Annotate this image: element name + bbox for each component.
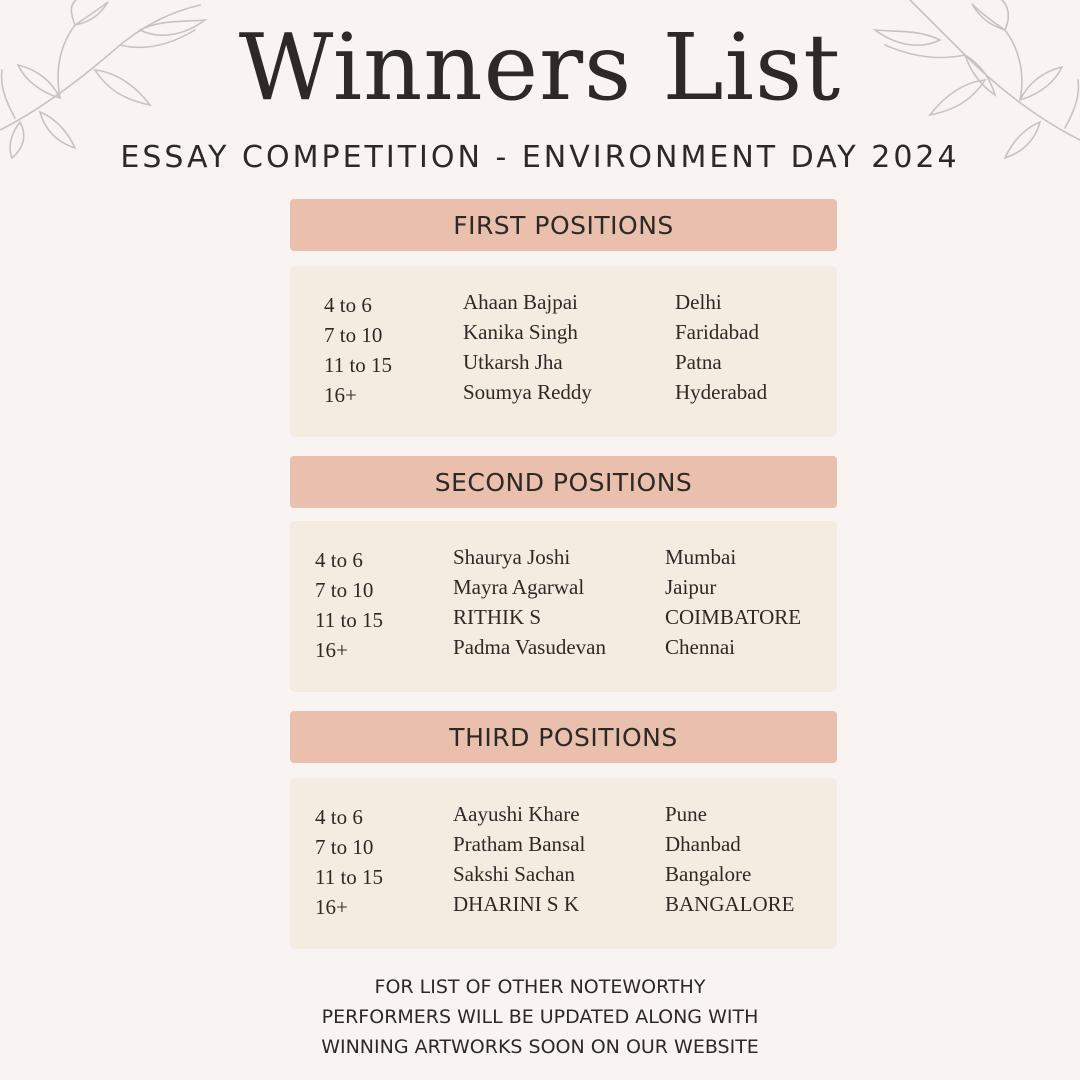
winner-city: Delhi xyxy=(675,290,722,314)
table-row xyxy=(290,862,837,892)
winner-name: Sakshi Sachan xyxy=(453,862,575,886)
footer-note xyxy=(0,972,1080,1062)
age-group: 16+ xyxy=(315,638,348,662)
table-row xyxy=(290,350,837,380)
table-row xyxy=(290,802,837,832)
winner-name: Ahaan Bajpai xyxy=(463,290,578,314)
winner-city: Hyderabad xyxy=(675,380,768,404)
footer-line: FOR LIST OF OTHER NOTEWORTHY xyxy=(374,976,706,998)
footer-line: PERFORMERS WILL BE UPDATED ALONG WITH xyxy=(321,1006,759,1028)
third-positions-panel xyxy=(290,778,837,949)
table-row xyxy=(290,545,837,575)
page-title: Winners List xyxy=(238,14,842,121)
winner-name: Kanika Singh xyxy=(463,320,578,344)
third-positions-header: THIRD POSITIONS xyxy=(290,711,837,763)
age-group: 7 to 10 xyxy=(324,323,383,347)
first-positions-panel xyxy=(290,266,837,437)
second-positions-header: SECOND POSITIONS xyxy=(290,456,837,508)
age-group: 11 to 15 xyxy=(315,608,384,632)
winner-city: Dhanbad xyxy=(665,832,741,856)
age-group: 16+ xyxy=(315,895,348,919)
table-row xyxy=(290,380,837,410)
winner-name: Soumya Reddy xyxy=(463,380,592,404)
age-group: 4 to 6 xyxy=(315,548,363,572)
age-group: 4 to 6 xyxy=(324,293,372,317)
winner-city: Mumbai xyxy=(665,545,737,569)
winner-name: Mayra Agarwal xyxy=(453,575,585,599)
winner-city: Patna xyxy=(675,350,722,374)
winner-city: BANGALORE xyxy=(665,892,795,916)
age-group: 16+ xyxy=(324,383,357,407)
winner-city: Pune xyxy=(665,802,707,826)
table-row xyxy=(290,575,837,605)
winner-name: Pratham Bansal xyxy=(453,832,586,856)
winner-city: Bangalore xyxy=(665,862,752,886)
age-group: 7 to 10 xyxy=(315,835,374,859)
winner-name: Aayushi Khare xyxy=(453,802,580,826)
table-row xyxy=(290,605,837,635)
winner-name: RITHIK S xyxy=(453,605,542,629)
table-row xyxy=(290,635,837,665)
winner-name: DHARINI S K xyxy=(453,892,579,916)
table-row xyxy=(290,832,837,862)
page-subtitle: ESSAY COMPETITION - ENVIRONMENT DAY 2024 xyxy=(120,140,960,175)
age-group: 11 to 15 xyxy=(315,865,384,889)
table-row xyxy=(290,892,837,922)
winner-name: Shaurya Joshi xyxy=(453,545,571,569)
table-row xyxy=(290,290,837,320)
second-positions-panel xyxy=(290,521,837,692)
winner-city: Jaipur xyxy=(665,575,717,599)
winner-city: COIMBATORE xyxy=(665,605,802,629)
age-group: 4 to 6 xyxy=(315,805,363,829)
winner-name: Utkarsh Jha xyxy=(463,350,563,374)
age-group: 11 to 15 xyxy=(324,353,393,377)
winner-city: Faridabad xyxy=(675,320,759,344)
first-positions-header: FIRST POSITIONS xyxy=(290,199,837,251)
table-row xyxy=(290,320,837,350)
age-group: 7 to 10 xyxy=(315,578,374,602)
winner-city: Chennai xyxy=(665,635,735,659)
footer-line: WINNING ARTWORKS SOON ON OUR WEBSITE xyxy=(321,1036,759,1058)
winner-name: Padma Vasudevan xyxy=(453,635,606,659)
